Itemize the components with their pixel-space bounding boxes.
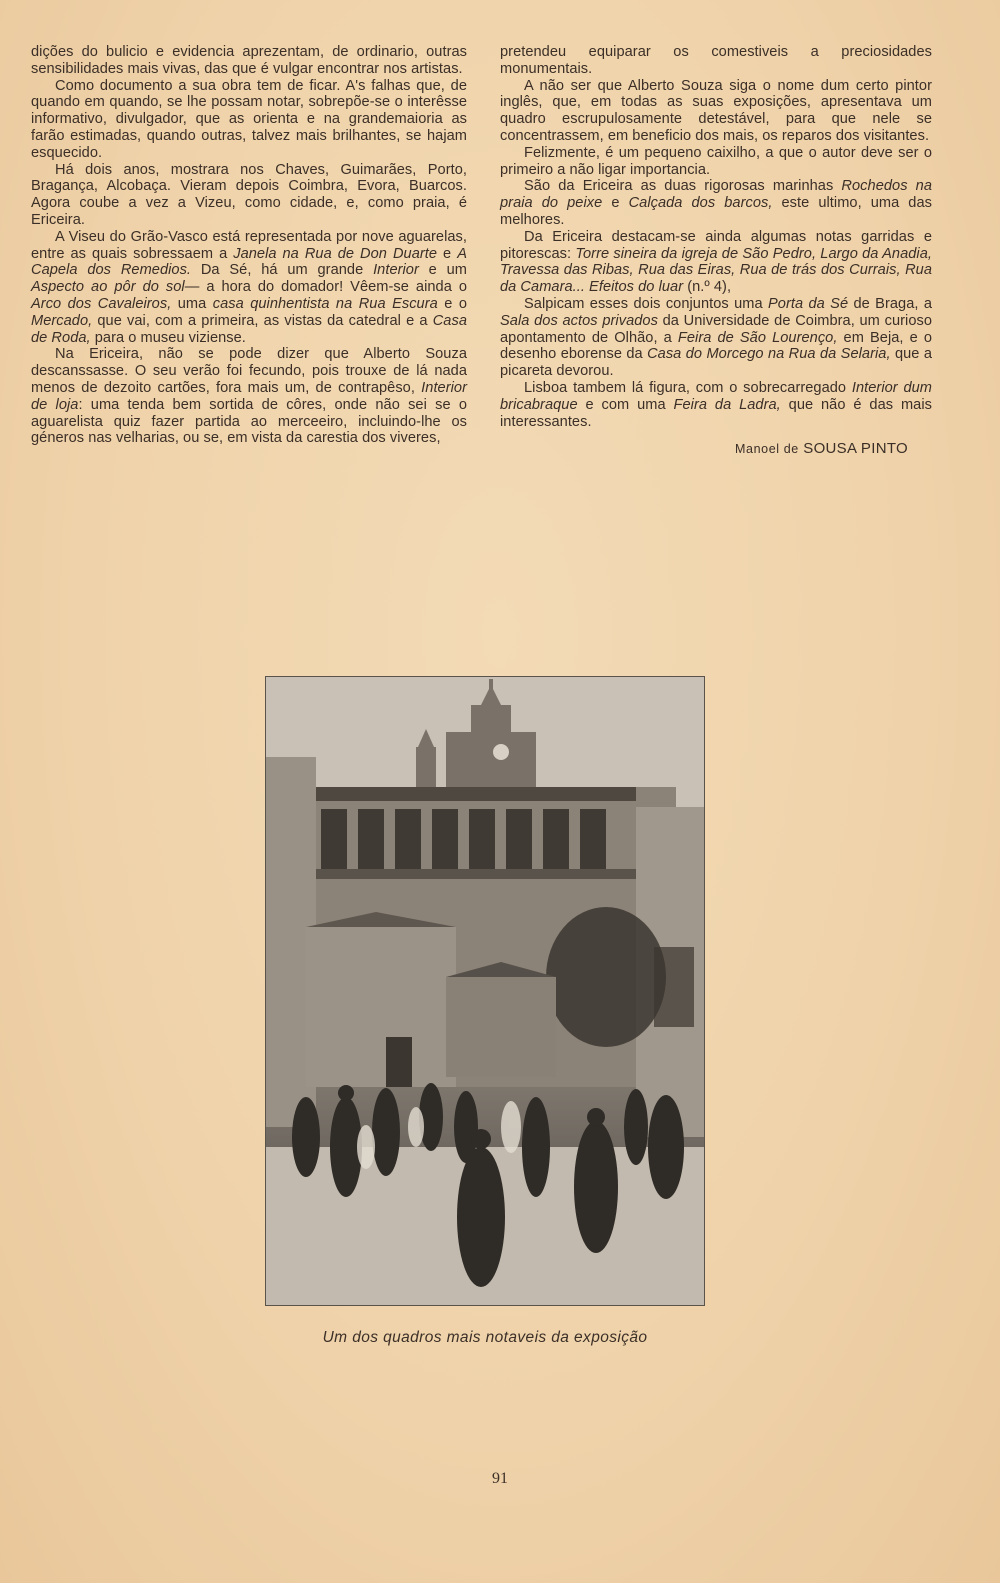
house xyxy=(446,977,556,1077)
text-run: Salpicam esses dois conjuntos uma xyxy=(524,295,768,312)
author-signature xyxy=(500,441,932,458)
text-run: e um xyxy=(418,262,468,279)
artwork-title: Feira da Ladra, xyxy=(673,396,781,413)
text-run: que vai, com a primeira, as vistas da catedral e a xyxy=(92,312,433,329)
paragraph xyxy=(31,229,467,347)
text-run: : uma tenda bem sortida de côres, onde não sei se o aguarelista quiz fazer partida ao merceeiro, incluindo-lhe os géneros nas velharias, ou se, em vista da carestia dos viveres, xyxy=(31,396,467,447)
artwork-title: Casa do Morcego na Rua da Selaria, xyxy=(647,346,891,363)
artwork-title: Calçada dos barcos, xyxy=(628,195,773,212)
artwork-title: Interior dum bricabraque xyxy=(500,379,933,413)
left-column xyxy=(31,44,467,447)
right-column xyxy=(500,44,932,458)
text-run: este ultimo, uma das melhores. xyxy=(500,195,932,228)
text-run: em Beja, e o desenho eborense da xyxy=(500,329,933,363)
tree xyxy=(546,907,666,1047)
author-first-name: Manoel de xyxy=(735,442,799,457)
text-run: que a picareta devorou. xyxy=(500,346,933,380)
balustrade xyxy=(316,869,636,879)
artwork-title: A Capela dos Remedios. xyxy=(31,245,467,279)
artwork-title: Janela na Rua de Don Duarte xyxy=(233,245,438,262)
text-run: de Braga, a xyxy=(848,295,932,312)
artwork-title: Rochedos na praia do peixe xyxy=(500,178,932,212)
paragraph: Há dois anos, mostrara nos Chaves, Guimarães, Porto, Bragança, Alcobaça. Vieram depois Coimbra, Evora, Buarcos. Agora coube a vez a Vizeu, como cidade, e, como praia, é Ericeira. xyxy=(31,161,467,228)
watercolour-image xyxy=(266,677,704,1305)
text-run: — a hora do domador! Vêem-se ainda o xyxy=(184,279,467,296)
text-run: Na Ericeira, não se pode dizer que Alberto Souza descanssasse. O seu verão foi fecundo, pois trouxe de lá nada menos de dezoito cartões, fora mais um, de contrapêso, xyxy=(31,346,467,396)
artwork-title: Torre sineira da igreja de São Pedro, Largo da Anadia, Travessa das Ribas, Rua das Eiras, Rua de trás dos Currais, Rua da Camara... Efeitos do luar xyxy=(500,245,932,296)
paragraph: Felizmente, é um pequeno caixilho, a que o autor deve ser o primeiro a não ligar importancia. xyxy=(500,144,932,178)
house xyxy=(306,927,456,1087)
paragraph xyxy=(31,346,467,447)
paragraph xyxy=(500,296,932,380)
text-run: para o museu viziense. xyxy=(90,329,246,346)
text-run: A Viseu do Grão-Vasco está representada por nove aguarelas, entre as quais sobressaem a xyxy=(31,228,467,262)
text-run: e xyxy=(602,195,629,212)
artwork-title: casa quinhentista na Rua Escura xyxy=(212,295,438,312)
text-run: (n.º 4), xyxy=(683,279,732,296)
text-run: que não é das mais interessantes. xyxy=(500,396,932,430)
illustration-market-square xyxy=(265,676,705,1306)
text-run: uma xyxy=(171,295,213,312)
artwork-title: Sala dos actos privados xyxy=(500,312,658,329)
artwork-title: Porta da Sé xyxy=(768,295,849,312)
artwork-title: Interior xyxy=(373,262,419,279)
artwork-title: Feira de São Lourenço, xyxy=(677,329,838,346)
doorway xyxy=(386,1037,412,1087)
text-run: e o xyxy=(437,295,468,312)
text-run: da Universidade de Coimbra, um curioso apontamento de Olhão, a xyxy=(500,312,932,346)
text-run: e com uma xyxy=(577,396,674,413)
author-last-name: SOUSA PINTO xyxy=(803,440,908,458)
text-run: São da Ericeira as duas rigorosas marinhas xyxy=(524,178,842,195)
artwork-title: Aspecto ao pôr do sol xyxy=(31,279,185,296)
figure-caption: Um dos quadros mais notaveis da exposição xyxy=(322,1329,648,1346)
paragraph: dições do bulicio e evidencia aprezentam, de ordinario, outras sensibilidades mais vivas, das que é vulgar encontrar nos artistas. xyxy=(31,44,467,77)
paragraph xyxy=(500,380,932,430)
artwork-title: Interior de loja xyxy=(31,379,467,413)
paragraph xyxy=(500,229,932,296)
artwork-title: Casa de Roda, xyxy=(31,312,467,346)
cornice xyxy=(316,787,636,801)
paragraph: Como documento a sua obra tem de ficar. A's falhas que, de quando em quando, se lhe possam notar, sobrepõe-se o interêsse informativo, divulgador, que as orienta e na grandemaioria as farão estimadas, quando outras, talvez mais brilhantes, se hajam esquecido. xyxy=(31,77,467,161)
text-run: e xyxy=(437,245,458,262)
paragraph xyxy=(500,178,932,228)
text-run: Lisboa tambem lá figura, com o sobrecarregado xyxy=(524,379,852,396)
text-run: Da Sé, há um grande xyxy=(191,262,374,279)
artwork-title: Mercado, xyxy=(31,312,93,329)
artwork-title: Arco dos Cavaleiros, xyxy=(31,295,172,312)
paragraph: A não ser que Alberto Souza siga o nome dum certo pintor inglês, que, em todas as suas exposições, apresentava um quadro escrupulosamente detestável, para que nele se concentrassem, em beneficio dos mais, os reparos dos visitantes. xyxy=(500,77,932,144)
paragraph: pretendeu equiparar os comestiveis a preciosidades monumentais. xyxy=(500,44,932,77)
text-run: Da Ericeira destacam-se ainda algumas notas garridas e pitorescas: xyxy=(500,228,932,262)
page-number: 91 xyxy=(492,1470,508,1487)
